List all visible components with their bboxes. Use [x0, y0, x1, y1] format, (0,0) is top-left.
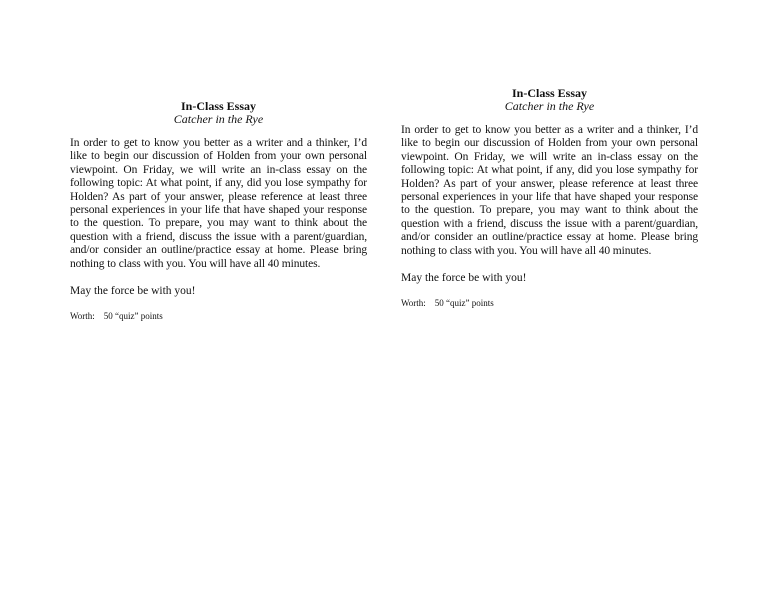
closing-line: May the force be with you!	[70, 285, 196, 298]
worth-note: Worth: 50 “quiz” points	[70, 311, 163, 322]
essay-subtitle: Catcher in the Rye	[173, 112, 264, 126]
handout-left	[70, 100, 367, 321]
worth-note: Worth: 50 “quiz” points	[401, 298, 494, 309]
essay-instructions: In order to get to know you better as a writer and a thinker, I’d like to begin our discussion of Holden from your own personal viewpoint. On Friday, we will write an in-class essay on the following topic: At what point, if any, did you lose sympathy for Holden? As part of your answer, please reference at least three personal experiences in your life that have shaped your response to the question. To prepare, you may want to think about the question with a friend, discuss the issue with a parent/guardian, and/or consider an outline/practice essay at home. Please bring nothing to class with you. You will have all 40 minutes.	[401, 124, 698, 257]
handout-right	[401, 87, 698, 308]
closing-line: May the force be with you!	[401, 272, 527, 285]
essay-title: In-Class Essay	[180, 99, 257, 113]
essay-subtitle: Catcher in the Rye	[504, 99, 595, 113]
essay-instructions: In order to get to know you better as a writer and a thinker, I’d like to begin our discussion of Holden from your own personal viewpoint. On Friday, we will write an in-class essay on the following topic: At what point, if any, did you lose sympathy for Holden? As part of your answer, please reference at least three personal experiences in your life that have shaped your response to the question. To prepare, you may want to think about the question with a friend, discuss the issue with a parent/guardian, and/or consider an outline/practice essay at home. Please bring nothing to class with you. You will have all 40 minutes.	[70, 137, 367, 270]
essay-title: In-Class Essay	[511, 86, 588, 100]
